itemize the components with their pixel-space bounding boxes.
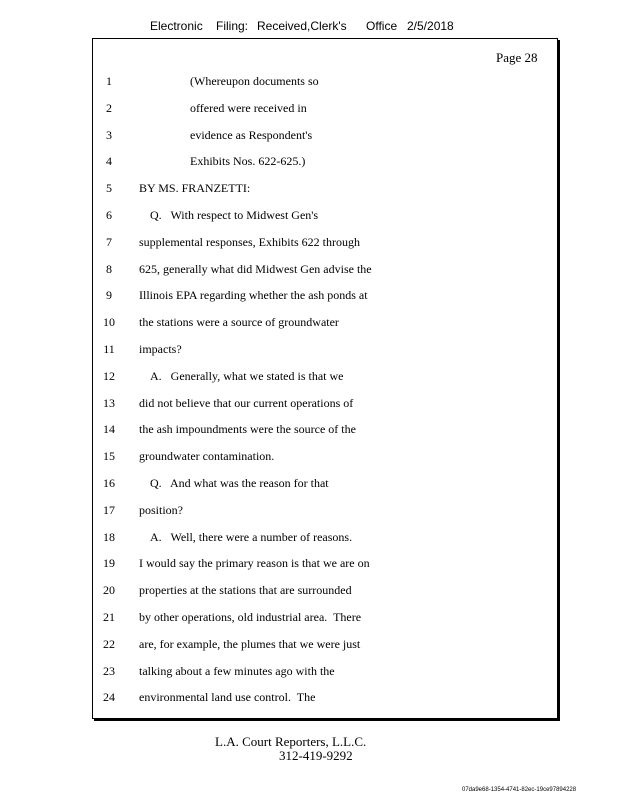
line-number: 18 [103, 529, 115, 544]
line-text: evidence as Respondent's [190, 127, 313, 142]
transcript-line [0, 262, 556, 280]
line-number: 10 [103, 315, 115, 330]
line-number: 15 [103, 449, 115, 464]
line-text: environmental land use control. The [139, 690, 316, 705]
line-text: groundwater contamination. [139, 449, 275, 464]
transcript-line [0, 476, 556, 494]
court-reporter-name: L.A. Court Reporters, L.L.C. [215, 734, 367, 749]
document-id: 07da9e68-1354-4741-82ec-19ce97894228 [462, 787, 577, 793]
line-number: 17 [103, 502, 115, 517]
transcript-line [0, 664, 556, 682]
transcript-line [0, 288, 556, 306]
transcript-line [0, 503, 556, 521]
line-text: the stations were a source of groundwater [139, 315, 339, 330]
court-reporter-phone: 312-419-9292 [279, 748, 353, 763]
transcript-line [0, 422, 556, 440]
line-number: 14 [103, 422, 115, 437]
line-text: A. Generally, what we stated is that we [150, 368, 344, 383]
line-number: 21 [103, 610, 115, 624]
line-number: 7 [106, 234, 112, 249]
header-word-filing: Filing: [216, 19, 249, 33]
line-text: (Whereupon documents so [190, 74, 319, 88]
transcript-line [0, 315, 556, 333]
line-text: are, for example, the plumes that we were just [139, 636, 361, 651]
line-number: 4 [106, 154, 112, 169]
transcript-line [0, 369, 556, 387]
line-number: 11 [103, 342, 115, 356]
line-text: did not believe that our current operations of [139, 395, 354, 410]
transcript-line [0, 181, 556, 199]
line-text: properties at the stations that are surrounded [139, 583, 352, 598]
transcript-line [0, 74, 556, 92]
transcript-line [0, 342, 556, 360]
header-word-received: Received,Clerk's [257, 19, 347, 33]
line-number: 24 [103, 690, 115, 705]
line-number: 23 [103, 663, 115, 678]
transcript-line [0, 154, 556, 172]
transcript-line [0, 610, 556, 628]
transcript-line [0, 583, 556, 601]
transcript-line [0, 637, 556, 655]
line-number: 1 [106, 74, 112, 88]
transcript-line [0, 208, 556, 226]
line-text: Illinois EPA regarding whether the ash ponds at [139, 288, 368, 303]
transcript-line [0, 101, 556, 119]
line-text: Q. With respect to Midwest Gen's [150, 208, 319, 222]
line-text: position? [139, 502, 183, 517]
header-word-electronic: Electronic [150, 19, 203, 33]
header-word-date: 2/5/2018 [407, 19, 454, 33]
line-number: 16 [103, 476, 115, 490]
transcript-line [0, 396, 556, 414]
transcript-line [0, 235, 556, 253]
line-text: BY MS. FRANZETTI: [139, 181, 251, 196]
transcript-line [0, 530, 556, 548]
line-text: talking about a few minutes ago with the [139, 663, 335, 678]
transcript-line [0, 556, 556, 574]
line-text: impacts? [139, 342, 182, 356]
header-word-office: Office [366, 19, 398, 33]
line-text: the ash impoundments were the source of the [139, 422, 356, 437]
line-number: 8 [106, 261, 112, 276]
line-number: 9 [106, 288, 112, 303]
line-number: 19 [103, 556, 115, 571]
line-text: by other operations, old industrial area. There [139, 610, 362, 624]
line-number: 12 [103, 368, 115, 383]
line-text: A. Well, there were a number of reasons. [150, 529, 353, 544]
line-number: 22 [103, 636, 115, 651]
line-text: I would say the primary reason is that we are on [139, 556, 370, 571]
line-number: 13 [103, 395, 115, 410]
line-text: Q. And what was the reason for that [150, 476, 329, 490]
page-number: Page 28 [496, 50, 538, 65]
line-text: supplemental responses, Exhibits 622 through [139, 234, 360, 249]
line-text: 625, generally what did Midwest Gen advise the [139, 261, 372, 276]
line-number: 5 [106, 181, 112, 196]
transcript-line [0, 128, 556, 146]
transcript-line [0, 449, 556, 467]
line-text: Exhibits Nos. 622-625.) [190, 154, 306, 169]
transcript-line [0, 690, 556, 708]
line-number: 2 [106, 100, 112, 115]
line-number: 6 [106, 208, 112, 222]
line-text: offered were received in [190, 100, 307, 115]
line-number: 20 [103, 583, 115, 598]
line-number: 3 [106, 127, 112, 142]
